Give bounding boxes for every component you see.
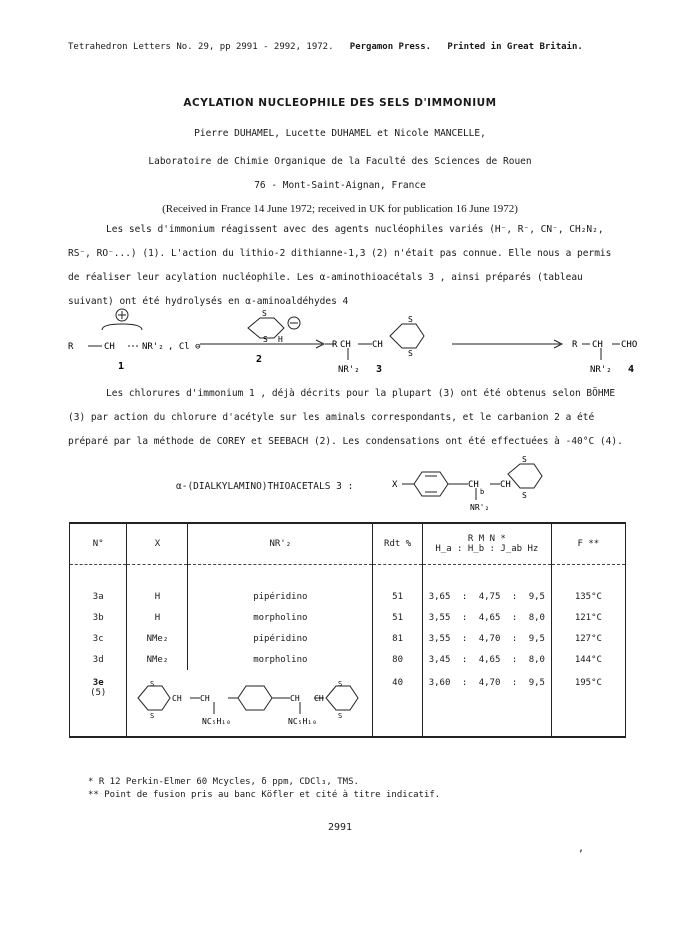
scheme-r-left: R [68, 342, 74, 352]
scheme-nr2-3: NR'₂ [338, 365, 360, 375]
cell-x: H [127, 607, 188, 628]
compound-label-2: 2 [256, 354, 263, 365]
cell-x: NMe₂ [127, 649, 188, 670]
structure-s-top: S [522, 455, 527, 464]
footnotes [88, 776, 440, 802]
ch-right: CH [289, 694, 300, 703]
scheme-ch-4: CH [592, 340, 603, 350]
rmn-label: R M N * [467, 534, 506, 544]
cell-rdt: 40 [373, 670, 423, 737]
paragraph-methods [68, 382, 623, 454]
ch-b-left: CH [199, 694, 210, 703]
cell-no: 3d [70, 649, 127, 670]
scheme-r-3: R [332, 340, 338, 350]
authors: Pierre DUHAMEL, Lucette DUHAMEL et Nicole MANCELLE, [194, 128, 486, 139]
para1-line4: suivant) ont été hydrolysés en α-aminoaldéhydes 4 [68, 296, 349, 307]
cell-f: 135°C [551, 586, 625, 607]
footnote-nmr: * R 12 Perkin-Elmer 60 Mcycles, δ ppm, CDCl₃, TMS. [88, 777, 359, 787]
s-right-top: S [337, 680, 343, 688]
scheme-nr2: NR'₂ [142, 342, 164, 352]
s-left-bottom: S [149, 712, 155, 720]
table-title: α-(DIALKYLAMINO)THIOACETALS 3 : [176, 481, 354, 492]
cell-ha: 3,55 [428, 612, 451, 623]
cell-rmn: 3,65 : 4,75 : 9,5 [422, 586, 551, 607]
cell-rdt: 51 [373, 607, 423, 628]
cell-x: H [127, 586, 188, 607]
cell-no-3e: 3e [92, 678, 104, 688]
cell-hb: 4,65 [478, 612, 501, 623]
cell-no: 3c [70, 628, 127, 649]
cell-note-3e: (5) [90, 688, 107, 698]
cell-ha: 3,60 [428, 678, 451, 688]
cell-rmn: 3,45 : 4,65 : 8,0 [422, 649, 551, 670]
cell-nr2: morpholino [188, 649, 373, 670]
scheme-chloride: , Cl ⊖ [168, 342, 201, 352]
general-structure-3 [392, 450, 572, 516]
structure-nr2: NR'₂ [470, 503, 490, 512]
delocalization-brace [102, 324, 142, 330]
para2-line3: préparé par la méthode de COREY et SEEBACH (2). Les condensations ont été effectuées à -40°C (4). [68, 436, 623, 447]
dithiane-ring-3 [390, 324, 424, 348]
cell-no: 3a [70, 586, 127, 607]
scheme-s-3b: S [408, 349, 413, 358]
cell-f: 144°C [551, 649, 625, 670]
cell-structure-3e [127, 670, 373, 737]
reaction-scheme [60, 306, 640, 378]
affiliation: Laboratoire de Chimie Organique de la Faculté des Sciences de Rouen [148, 156, 532, 167]
ch-left: CH [171, 694, 182, 703]
scheme-r-4: R [572, 340, 578, 350]
compound-label-3: 3 [376, 364, 383, 375]
cell-f: 195°C [551, 670, 625, 737]
s-right-bottom: S [337, 712, 343, 720]
scheme-s-bottom: S [263, 335, 268, 344]
cell-j: 9,5 [528, 678, 545, 688]
table-row [70, 670, 626, 737]
col-f: F ** [551, 523, 625, 565]
cell-f: 127°C [551, 628, 625, 649]
cell-j: 8,0 [528, 654, 545, 665]
publisher: Pergamon Press. [349, 42, 432, 52]
scheme-nr2-4: NR'₂ [590, 365, 612, 375]
col-x: X [127, 523, 188, 565]
stray-mark: , [578, 843, 585, 854]
cell-ha: 3,45 [428, 654, 451, 665]
para2-line1: Les chlorures d'immonium 1 , déjà décrits pour la plupart (3) ont été obtenus selon BÖHME [106, 388, 616, 399]
scheme-ch-3: CH [340, 340, 351, 350]
col-no: N° [70, 523, 127, 565]
table-row [70, 586, 626, 607]
cell-rdt: 80 [373, 649, 423, 670]
journal-citation: Tetrahedron Letters No. 29, pp 2991 - 2992, 1972. [68, 42, 334, 52]
paper-title: ACYLATION NUCLEOPHILE DES SELS D'IMMONIUM [183, 97, 497, 109]
structure-ch: CH [468, 480, 479, 490]
cell-hb: 4,75 [478, 591, 501, 602]
cell-ha: 3,55 [428, 633, 451, 644]
table-row [70, 628, 626, 649]
structure-s-bottom: S [522, 491, 527, 500]
structure-ch-ring: CH [500, 480, 511, 490]
thioacetal-table [69, 522, 626, 738]
scheme-h: H [278, 335, 283, 344]
cell-ha: 3,65 [428, 591, 451, 602]
cell-hb: 4,70 [478, 678, 501, 688]
journal-header [68, 42, 583, 52]
col-nr2: NR'₂ [188, 523, 373, 565]
scheme-s-3a: S [408, 315, 413, 324]
cell-f: 121°C [551, 607, 625, 628]
table-row [70, 565, 626, 587]
cell-rmn: 3,60 : 4,70 : 9,5 [422, 670, 551, 737]
nc5h10-right: NC₅H₁₀ [287, 717, 317, 726]
cell-j: 9,5 [528, 591, 545, 602]
cell-j: 8,0 [528, 612, 545, 623]
table-header-row [70, 523, 626, 565]
cell-rdt: 81 [373, 628, 423, 649]
para1-line2: RS⁻, RO⁻...) (1). L'action du lithio-2 dithianne-1,3 (2) n'était pas connue. Elle nous a permis [68, 248, 612, 259]
para1-line1: Les sels d'immonium réagissent avec des agents nucléophiles variés (H⁻, R⁻, CN⁻, CH₂N₂, [106, 224, 604, 235]
col-rdt: Rdt % [373, 523, 423, 565]
ch-ring-right: CH [313, 694, 324, 703]
scheme-s-top: S [262, 309, 267, 318]
cell-rmn: 3,55 : 4,65 : 8,0 [422, 607, 551, 628]
footnote-melting: ** Point de fusion pris au banc Köfler et cité à titre indicatif. [88, 790, 441, 800]
rmn-subheader: H_a : H_b : J_ab Hz [435, 544, 539, 554]
received-line: (Received in France 14 June 1972; received in UK for publication 16 June 1972) [162, 203, 518, 215]
scheme-cho: CHO [621, 340, 638, 350]
cell-rmn: 3,55 : 4,70 : 9,5 [422, 628, 551, 649]
scheme-ch: CH [104, 342, 115, 352]
cell-x: NMe₂ [127, 628, 188, 649]
city: 76 - Mont-Saint-Aignan, France [254, 180, 426, 191]
dithiane-ring-x [508, 464, 542, 488]
scheme-ch-ring-3: CH [372, 340, 383, 350]
cell-hb: 4,65 [478, 654, 501, 665]
cell-nr2: morpholino [188, 607, 373, 628]
s-left-top: S [149, 680, 155, 688]
cell-hb: 4,70 [478, 633, 501, 644]
para1-line3: de réaliser leur acylation nucléophile. Les α-aminothioacétals 3 , ainsi préparés (tableau [68, 272, 583, 283]
cell-no [70, 670, 127, 737]
compound-label-4: 4 [628, 364, 635, 375]
cell-j: 9,5 [528, 633, 545, 644]
cell-nr2: pipéridino [188, 586, 373, 607]
printed-note: Printed in Great Britain. [447, 42, 583, 52]
cell-rdt: 51 [373, 586, 423, 607]
nc5h10-left: NC₅H₁₀ [201, 717, 231, 726]
col-rmn [422, 523, 551, 565]
structure-b: b [480, 488, 485, 496]
bis-thioacetal-structure [130, 678, 370, 726]
table-row [70, 607, 626, 628]
structure-x: X [392, 480, 398, 490]
para2-line2: (3) par action du chlorure d'acétyle sur les aminals correspondants, et le carbanion 2 a été [68, 412, 595, 423]
table-row [70, 649, 626, 670]
cell-nr2: pipéridino [188, 628, 373, 649]
cell-no: 3b [70, 607, 127, 628]
page-number: 2991 [327, 822, 353, 833]
compound-label-1: 1 [118, 361, 125, 372]
paragraph-intro [68, 218, 613, 314]
